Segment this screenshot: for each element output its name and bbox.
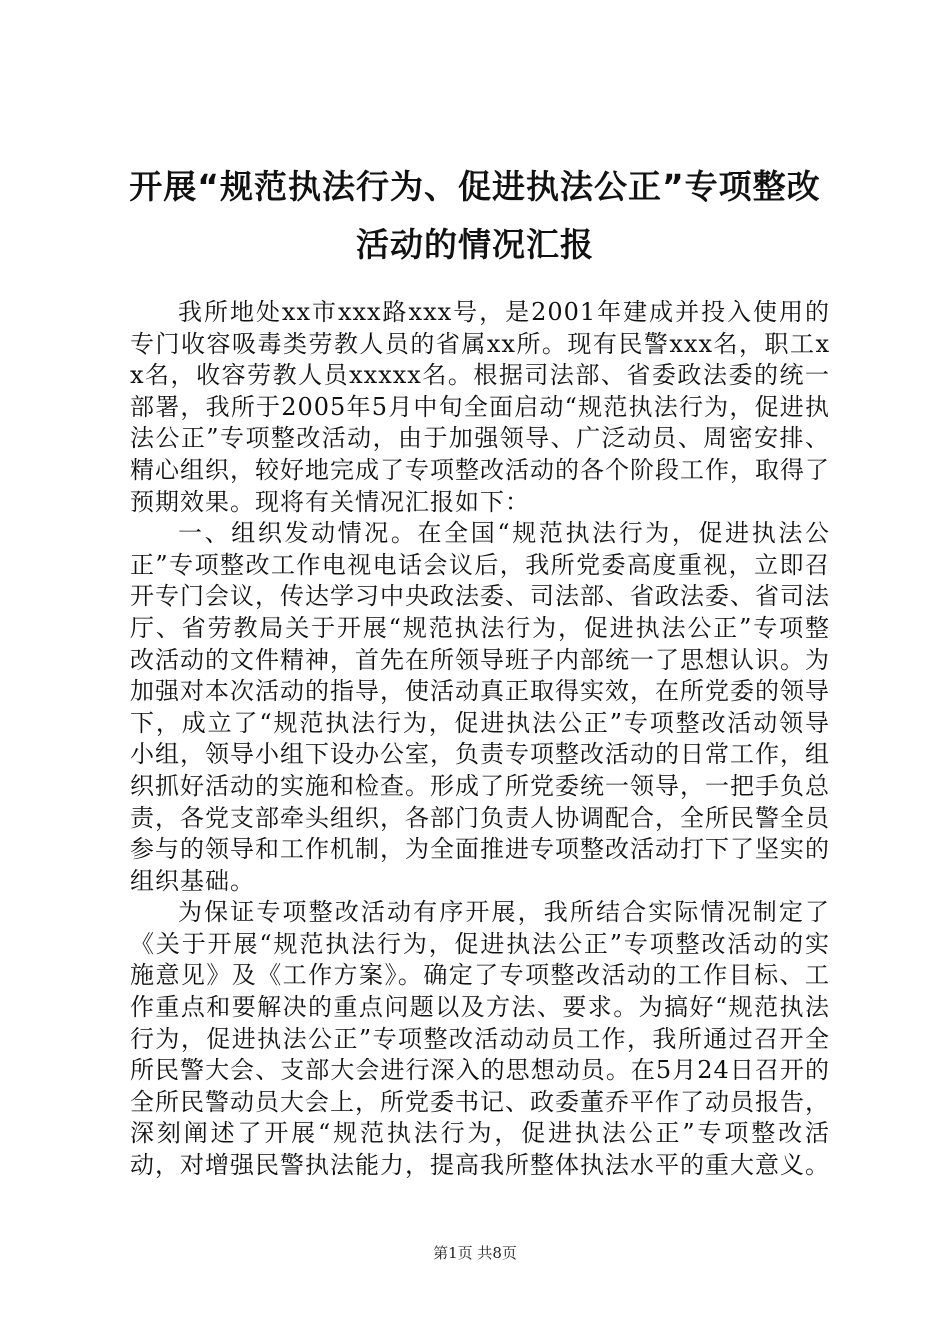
paragraph-organization: 一、组织发动情况。在全国“规范执法行为，促进执法公正”专项整改工作电视电话会议后，我所党委高度重视，立即召开专门会议，传达学习中央政法委、司法部、省政法委、省司法厅、省劳教局关于开展“规范执法行为，促进执法公正”专项整改活动的文件精神，首先在所领导班子内部统一了思想认识。为加强对本次活动的指导，使活动真正取得实效，在所党委的领导下，成立了“规范执法行为，促进执法公正”专项整改活动领导小组，领导小组下设办公室，负责专项整改活动的日常工作，组织抓好活动的实施和检查。形成了所党委统一领导，一把手负总责，各党支部牵头组织，各部门负责人协调配合，全所民警全员参与的领导和工作机制，为全面推进专项整改活动打下了坚实的组织基础。 — [130, 519, 830, 895]
paragraph-mobilization: 为保证专项整改活动有序开展，我所结合实际情况制定了《关于开展“规范执法行为，促进执法公正”专项整改活动的实施意见》及《工作方案》。确定了专项整改活动的工作目标、工作重点和要解决的重点问题以及方法、要求。为搞好“规范执法行为，促进执法公正”专项整改活动动员工作，我所通过召开全所民警大会、支部大会进行深入的思想动员。在5月24日召开的全所民警动员大会上，所党委书记、政委董乔平作了动员报告，深刻阐述了开展“规范执法行为，促进执法公正”专项整改活动，对增强民警执法能力，提高我所整体执法水平的重大意义。 — [130, 898, 830, 1180]
paragraph-intro: 我所地处xx市xxx路xxx号，是2001年建成并投入使用的专门收容吸毒类劳教人员的省属xx所。现有民警xxx名，职工xx名，收容劳教人员xxxxx名。根据司法部、省委政法委的统一部署，我所于2005年5月中旬全面启动“规范执法行为，促进执法公正”专项整改活动，由于加强领导、广泛动员、周密安排、精心组织，较好地完成了专项整改活动的各个阶段工作，取得了预期效果。现将有关情况汇报如下： — [130, 298, 830, 516]
document-body — [130, 297, 830, 1182]
document-title: 开展“规范执法行为、促进执法公正”专项整改活动的情况汇报 — [129, 167, 821, 264]
page-number-footer: 第1页 共8页 — [433, 1244, 517, 1262]
